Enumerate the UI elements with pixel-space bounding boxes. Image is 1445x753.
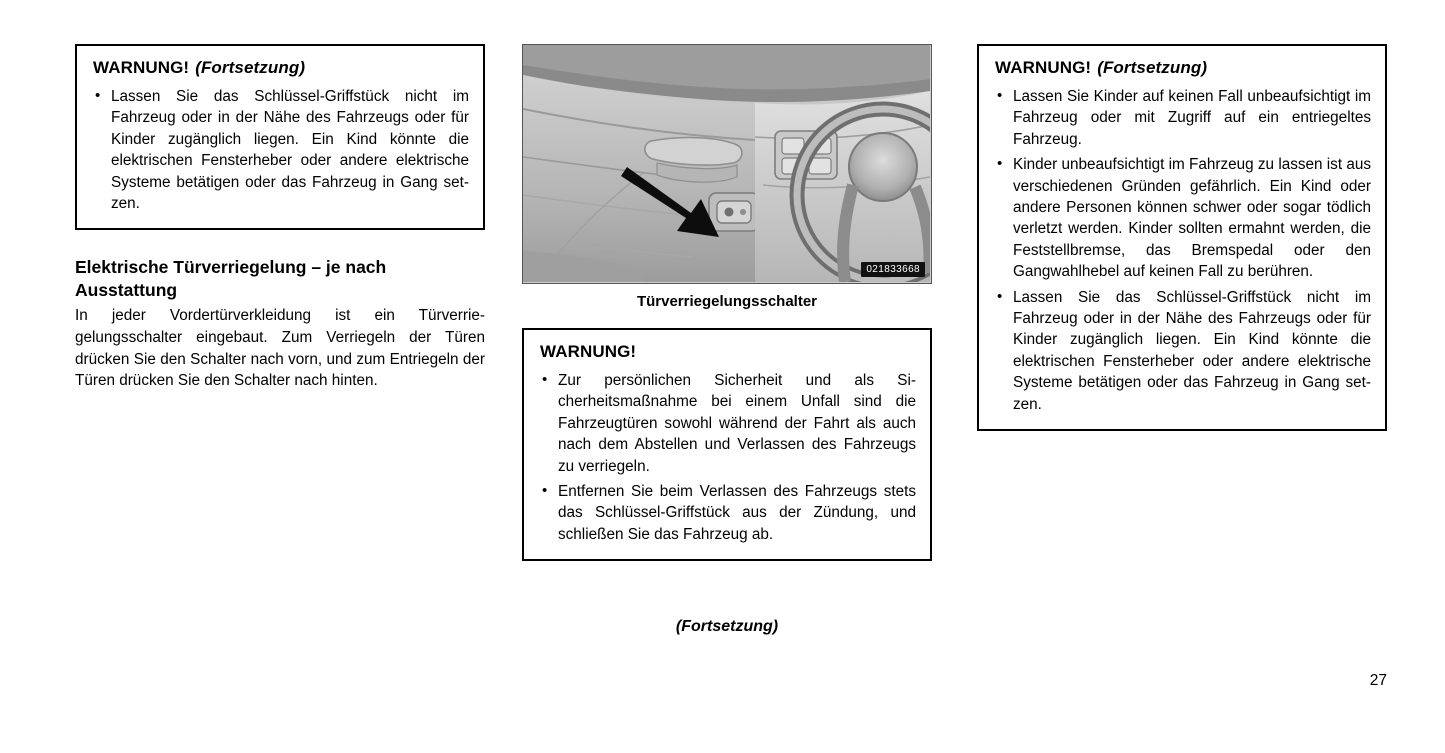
warning-box-left: [75, 44, 485, 230]
warning-continuation-right: (Fortsetzung): [1097, 58, 1208, 77]
warning-bullet-list-middle: [538, 370, 916, 545]
warning-bullet-list-right: [993, 86, 1371, 415]
warning-title-text-middle: WARNUNG!: [540, 342, 637, 361]
warning-continuation-left: (Fortsetzung): [195, 58, 306, 77]
middle-column: [522, 44, 932, 561]
right-column: [977, 44, 1387, 431]
left-column: [75, 44, 485, 392]
warning-bullet-item: • Lassen Sie Kinder auf keinen Fall unbeaufsichtigt im Fahrzeug oder mit Zugriff auf ein entriegeltes Fahrzeug.: [993, 86, 1371, 150]
warning-title-middle: [540, 342, 916, 362]
continued-note: (Fortsetzung): [675, 618, 779, 635]
warning-bullet-item: • Entfernen Sie beim Verlassen des Fahrzeugs stets das Schlüssel-Griffstück aus der Zündung, und schließen Sie das Fahrzeug ab.: [538, 481, 916, 545]
figure-door-lock-switch: [522, 44, 932, 310]
section-paragraph-power-door-locks: In jeder Vordertürverkleidung ist ein Türverriegelungsschalter eingebaut. Zum Verriegeln der Türen drücken Sie den Schalter nach vorn, und zum Entriegeln der Türen drücken Sie den Schalter nach hinten.: [75, 307, 485, 390]
warning-bullet-item: • Lassen Sie das Schlüssel-Griffstück nicht im Fahrzeug oder in der Nähe des Fahrzeugs oder für Kinder zugänglich liegen. Ein Kind könnte die elektrischen Fensterheber oder andere elektrische Systeme betätigen oder das Fahrzeug in Gang setzen.: [993, 287, 1371, 415]
warning-bullet-list-left: [91, 86, 469, 214]
figure-caption: Türverriegelungsschalter: [636, 293, 818, 310]
warning-bullet-item: • Kinder unbeaufsichtigt im Fahrzeug zu lassen ist aus verschiedenen Gründen gefährlich. Ein Kind oder andere Personen können schwer oder sogar tödlich verletzt werden. Kinder sollten ermahnt werden, die Feststellbremse, das Bremspedal oder den Gangwahlhebel auf keinen Fall zu berühren.: [993, 154, 1371, 282]
warning-box-middle: [522, 328, 932, 561]
door-lock-switch-illustration: [523, 45, 930, 282]
page-number: 27: [1369, 672, 1387, 689]
warning-bullet-item: • Zur persönlichen Sicherheit und als Sicherheitsmaßnahme bei einem Unfall sind die Fahrzeugtüren sowohl während der Fahrt als auch nach dem Abstellen und Verlassen des Fahrzeugs zu verriegeln.: [538, 370, 916, 477]
section-heading-power-door-locks: Elektrische Türverriegelung – je nach Ausstattung: [75, 257, 387, 300]
warning-bullet-item: • Lassen Sie das Schlüssel-Griffstück nicht im Fahrzeug oder in der Nähe des Fahrzeugs oder für Kinder zugänglich liegen. Ein Kind könnte die elektrischen Fensterheber oder andere elektrische Systeme betätigen oder das Fahrzeug in Gang setzen.: [91, 86, 469, 214]
warning-box-right: [977, 44, 1387, 431]
figure-image-id: 021833668: [861, 262, 925, 277]
warning-title-left: [93, 58, 469, 78]
warning-title-text-left: WARNUNG!: [93, 58, 190, 77]
warning-title-text-right: WARNUNG!: [995, 58, 1092, 77]
figure-image-frame: [522, 44, 932, 284]
warning-title-right: [995, 58, 1371, 78]
